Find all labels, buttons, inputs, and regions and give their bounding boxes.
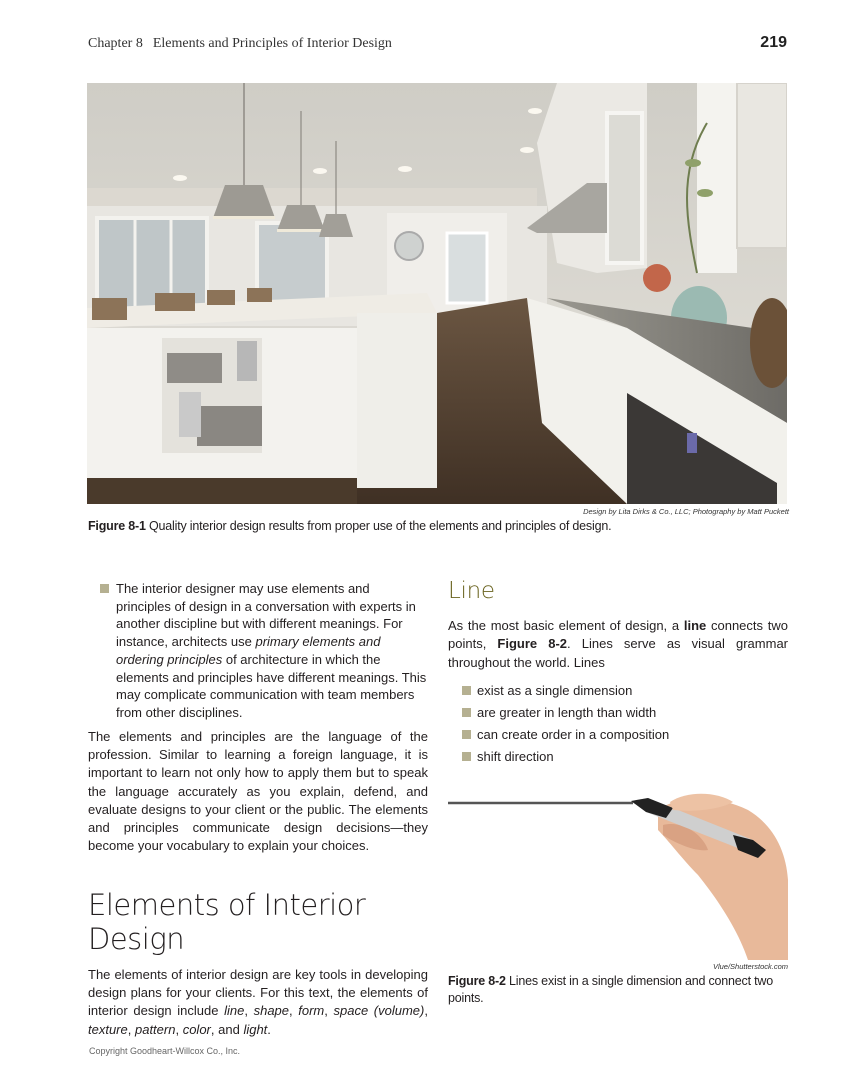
figure-8-1-photo xyxy=(87,83,787,504)
figure-8-2-credit: Vlue/Shutterstock.com xyxy=(712,962,788,971)
figure-8-1-caption xyxy=(88,519,611,533)
page-number: 219 xyxy=(760,34,787,51)
list-item: shift direction xyxy=(448,746,788,768)
section-paragraph: The elements of interior design are key tools in developing design plans for your clients. For this text, the elements of interior design include line, shape, form, space (volume), texture, pattern, color, and light. xyxy=(88,966,428,1037)
line-properties-list xyxy=(448,680,788,768)
left-column xyxy=(88,580,428,1039)
hand-drawing-line-illustration xyxy=(448,780,788,960)
figure-8-1-caption-text: Quality interior design results from proper use of the elements and principles of design. xyxy=(149,519,612,533)
figure-8-2-photo xyxy=(448,780,788,960)
figure-8-2-caption-text: Lines exist in a single dimension and connect two points. xyxy=(448,974,774,1005)
subsection-heading-line: Line xyxy=(448,578,495,604)
list-item: can create order in a composition xyxy=(448,724,788,746)
figure-8-2-label: Figure 8-2 xyxy=(448,974,506,988)
square-bullet-icon xyxy=(100,584,109,593)
square-bullet-icon xyxy=(462,730,471,739)
chapter-title: Elements and Principles of Interior Design xyxy=(152,36,392,51)
figure-8-2-caption xyxy=(448,973,788,1007)
line-intro-paragraph: As the most basic element of design, a line connects two points, Figure 8-2. Lines serve as visual grammar throughout the world. Lines xyxy=(448,618,788,670)
list-item: are greater in length than width xyxy=(448,702,788,724)
running-head xyxy=(88,36,392,52)
emphasis-term: primary elements and ordering principles xyxy=(116,634,381,667)
figure-8-1-label: Figure 8-1 xyxy=(88,519,146,533)
figure-8-1-credit: Design by Lita Dirks & Co., LLC; Photography by Matt Puckett xyxy=(583,507,789,516)
chapter-number: Chapter 8 xyxy=(88,36,143,51)
section-heading: Elements of Interior Design xyxy=(88,887,366,956)
list-item: The interior designer may use elements and principles of design in a conversation with experts in another discipline but with different meanings. For instance, architects use primary elements and ordering principles of architecture in which the elements and principles have different meanings. This may complicate communication with team members from other disciplines. xyxy=(88,580,428,722)
kitchen-photo-illustration xyxy=(87,83,787,504)
square-bullet-icon xyxy=(462,686,471,695)
square-bullet-icon xyxy=(462,752,471,761)
key-term: line xyxy=(683,618,707,633)
figure-reference: Figure 8-2 xyxy=(497,636,568,652)
body-paragraph: The elements and principles are the language of the profession. Similar to learning a foreign language, it is important to learn not only how to apply them but to speak the language accurately as you explain, defend, and evaluate designs to your client or the public. The elements and principles communicate design decisions—they become your vocabulary to explain your choices. xyxy=(88,728,428,854)
right-column xyxy=(448,578,788,768)
list-item: exist as a single dimension xyxy=(448,680,788,702)
copyright-footer: Copyright Goodheart-Willcox Co., Inc. xyxy=(89,1046,241,1056)
square-bullet-icon xyxy=(462,708,471,717)
